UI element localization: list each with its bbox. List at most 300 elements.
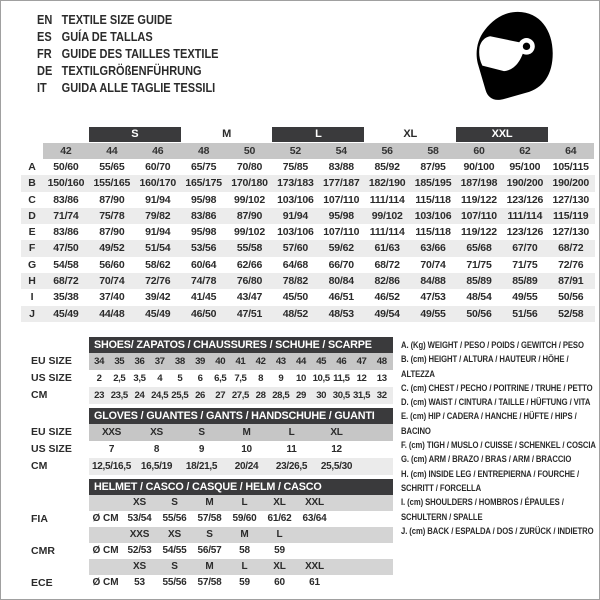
size-number: 52 bbox=[272, 143, 318, 159]
language-row bbox=[37, 63, 283, 80]
measurement-value: 68/72 bbox=[53, 275, 79, 288]
shoes-value: 41 bbox=[235, 356, 246, 367]
measurement-value: 123/126 bbox=[506, 226, 544, 239]
measurement-value: 60/64 bbox=[190, 258, 217, 271]
measurement-value: 190/200 bbox=[552, 177, 590, 190]
measurement-value: 187/198 bbox=[460, 177, 498, 190]
gloves-row bbox=[31, 441, 393, 458]
measurement-value: 111/114 bbox=[507, 209, 543, 222]
spacer bbox=[31, 479, 89, 495]
shoes-value: 2 bbox=[96, 373, 102, 384]
shoes-value: 46 bbox=[336, 356, 347, 367]
measurement-value: 43/47 bbox=[236, 291, 263, 304]
measurement-value: 165/175 bbox=[185, 177, 222, 190]
measurement-value: 123/126 bbox=[506, 193, 544, 206]
language-row bbox=[37, 29, 283, 46]
gloves-row-label: US SIZE bbox=[31, 443, 72, 455]
measurement-row bbox=[21, 175, 595, 191]
shoes-value: 23 bbox=[94, 390, 105, 401]
gloves-value: 7 bbox=[108, 444, 115, 455]
gloves-value: 8 bbox=[153, 444, 160, 455]
measurement-value: 66/70 bbox=[328, 258, 354, 271]
legend-item: J. (cm) BACK / ESPALDA / DOS / ZURÜCK / INDIETRO bbox=[401, 524, 594, 536]
language-row bbox=[37, 12, 283, 29]
helmet-sizes bbox=[89, 495, 393, 511]
size-number: 56 bbox=[364, 143, 410, 159]
helmet-size-label: L bbox=[241, 497, 248, 508]
helmet-size-label: L bbox=[276, 529, 283, 540]
shoes-value: 6,5 bbox=[214, 373, 227, 384]
size-number: 42 bbox=[43, 143, 89, 159]
spacer bbox=[31, 408, 89, 424]
shoes-value: 28 bbox=[255, 390, 266, 401]
helmet-size-label: S bbox=[206, 529, 213, 540]
measurement-value: 87/95 bbox=[420, 161, 446, 173]
measurement-value: 64/68 bbox=[282, 258, 309, 271]
measurement-value: 95/98 bbox=[190, 226, 217, 239]
helmet-value: 57/58 bbox=[197, 577, 222, 588]
measurement-letter: A bbox=[28, 161, 36, 173]
spacer bbox=[31, 337, 89, 353]
measurement-value: 70/80 bbox=[236, 161, 263, 173]
helmet-values bbox=[89, 543, 393, 559]
shoes-title-row bbox=[31, 337, 393, 353]
measurement-value: 95/100 bbox=[509, 161, 541, 173]
measurement-row bbox=[21, 159, 595, 175]
measurement-value: 85/89 bbox=[512, 275, 538, 288]
language-row bbox=[37, 46, 283, 63]
visor-pivot-dot bbox=[523, 43, 530, 50]
measurement-value: 74/78 bbox=[190, 275, 217, 288]
gloves-table bbox=[31, 408, 393, 475]
measurement-value: 91/94 bbox=[145, 193, 171, 206]
legend-item: H. (cm) INSIDE LEG / ENTREPIERNA / FOURCHE / SCHRITT / FORCELLA bbox=[401, 467, 580, 493]
gloves-value: 11 bbox=[286, 444, 297, 455]
language-code: ES bbox=[37, 30, 52, 44]
measurement-value: 48/54 bbox=[466, 291, 492, 304]
shoes-value: 24 bbox=[134, 390, 145, 401]
helmet-size-label: XL bbox=[273, 497, 286, 508]
measurement-letter: E bbox=[28, 226, 36, 239]
gloves-value: M bbox=[242, 427, 251, 438]
gloves-row-label: EU SIZE bbox=[31, 426, 72, 438]
helmet-sizes-row bbox=[31, 559, 393, 575]
measurement-value: 150/160 bbox=[47, 177, 85, 190]
size-number: 60 bbox=[456, 143, 502, 159]
spacer bbox=[89, 495, 122, 511]
spacer bbox=[548, 127, 595, 142]
measurement-value: 80/84 bbox=[328, 275, 354, 288]
measurement-value: 50/60 bbox=[53, 161, 79, 173]
measurement-letter: D bbox=[28, 209, 36, 222]
diameter-unit-label: Ø CM bbox=[92, 545, 119, 556]
measurement-value: 50/56 bbox=[558, 291, 584, 304]
helmet-standard-name: CMR bbox=[31, 545, 55, 557]
size-number: 58 bbox=[410, 143, 456, 159]
helmet-size-label: M bbox=[205, 497, 214, 508]
measurement-letter: J bbox=[29, 307, 35, 320]
shoes-value: 40 bbox=[215, 356, 226, 367]
helmet-standard-section bbox=[31, 495, 393, 527]
helmet-values bbox=[89, 511, 393, 527]
language-code: IT bbox=[37, 81, 47, 95]
guide-title: GUÍA DE TALLAS bbox=[61, 30, 153, 44]
shoes-value: 23,5 bbox=[110, 390, 128, 401]
helmet-standard-name: ECE bbox=[31, 577, 53, 589]
measurement-value: 177/187 bbox=[323, 177, 360, 190]
language-code: DE bbox=[37, 64, 53, 78]
shoes-value: 32 bbox=[376, 390, 387, 401]
helmet-value: 53 bbox=[134, 577, 145, 588]
language-title-list bbox=[37, 12, 283, 97]
measurement-value: 91/94 bbox=[145, 226, 171, 239]
shoes-value: 8 bbox=[258, 373, 264, 384]
shoes-row-label: US SIZE bbox=[31, 372, 72, 384]
measurement-value: 83/86 bbox=[190, 209, 217, 222]
gloves-value: 23/26,5 bbox=[275, 461, 308, 472]
helmet-size-label: M bbox=[240, 529, 249, 540]
measurement-value: 87/90 bbox=[99, 226, 125, 239]
helmet-size-label: XXS bbox=[129, 529, 150, 540]
measurement-value: 155/165 bbox=[93, 177, 131, 190]
shoes-value: 5 bbox=[177, 373, 183, 384]
helmet-size-label: XXL bbox=[305, 561, 324, 572]
size-group-label: L bbox=[272, 127, 364, 142]
size-group-label: S bbox=[89, 127, 181, 142]
guide-title: GUIDE DES TAILLES TEXTILE bbox=[61, 47, 219, 61]
gloves-value: 20/24 bbox=[234, 461, 259, 472]
legend-item: D. (cm) WAIST / CINTURA / TAILLE / HÜFTUNG / VITA bbox=[401, 396, 591, 408]
legend-item: I. (cm) SHOULDERS / HOMBROS / ÉPAULES / SCHULTERN / SPALLE bbox=[401, 496, 564, 522]
shoes-value: 24,5 bbox=[151, 390, 169, 401]
shoes-value: 10 bbox=[296, 373, 306, 384]
measurement-value: 75/85 bbox=[282, 161, 309, 173]
measurement-value: 49/52 bbox=[99, 242, 125, 255]
measurement-legend bbox=[401, 338, 598, 538]
measurement-value: 84/88 bbox=[420, 275, 446, 288]
measurement-value: 45/49 bbox=[145, 307, 171, 320]
helmet-size-label: L bbox=[241, 561, 248, 572]
measurement-value: 70/74 bbox=[420, 258, 446, 271]
shoes-value: 10,5 bbox=[312, 373, 330, 384]
helmet-value: 61 bbox=[309, 577, 320, 588]
shoes-value: 30,5 bbox=[332, 390, 350, 401]
measurement-value: 70/74 bbox=[99, 275, 125, 288]
textile-size-table bbox=[21, 127, 595, 322]
helmet-table bbox=[31, 479, 393, 591]
shoes-value: 45 bbox=[316, 356, 327, 367]
helmet-size-label: XXL bbox=[305, 497, 324, 508]
gloves-value: 9 bbox=[198, 444, 205, 455]
accessory-tables bbox=[31, 337, 393, 595]
measurement-value: 127/130 bbox=[552, 226, 590, 239]
measurement-value: 119/122 bbox=[460, 226, 497, 239]
gloves-value: 10 bbox=[241, 444, 252, 455]
shoes-value: 2,5 bbox=[113, 373, 126, 384]
measurement-rows bbox=[21, 159, 595, 322]
helmet-size-label: XL bbox=[273, 561, 286, 572]
size-number: 62 bbox=[502, 143, 548, 159]
shoes-table bbox=[31, 337, 393, 404]
measurement-value: 90/100 bbox=[463, 161, 495, 173]
shoes-value: 34 bbox=[94, 356, 105, 367]
shoes-value: 4 bbox=[157, 373, 163, 384]
measurement-value: 170/180 bbox=[231, 177, 268, 190]
measurement-value: 87/90 bbox=[236, 209, 263, 222]
measurement-value: 58/62 bbox=[145, 258, 171, 271]
gloves-value: 16,5/19 bbox=[140, 461, 173, 472]
diameter-unit-label: Ø CM bbox=[92, 577, 119, 588]
size-group-label: XL bbox=[403, 128, 417, 140]
measurement-value: 37/40 bbox=[99, 291, 125, 304]
shoes-values bbox=[89, 353, 393, 370]
gloves-value: XXS bbox=[101, 427, 122, 438]
legend-item: E. (cm) HIP / CADERA / HANCHE / HÜFTE / HIPS / BACINO bbox=[401, 410, 577, 436]
measurement-row bbox=[21, 240, 595, 256]
gloves-table-title: GLOVES / GUANTES / GANTS / HANDSCHUHE / GUANTI bbox=[89, 408, 393, 424]
measurement-row bbox=[21, 306, 595, 322]
measurement-letter: H bbox=[28, 275, 36, 288]
guide-title: GUIDA ALLE TAGLIE TESSILI bbox=[61, 81, 216, 95]
measurement-value: 54/58 bbox=[53, 258, 79, 271]
helmet-value: 55/56 bbox=[162, 577, 187, 588]
shoes-row bbox=[31, 353, 393, 370]
size-number: 50 bbox=[227, 143, 273, 159]
helmet-standard-section bbox=[31, 559, 393, 591]
measurement-value: 71/75 bbox=[512, 258, 538, 271]
measurement-value: 91/94 bbox=[282, 209, 309, 222]
gloves-row-label: CM bbox=[31, 460, 48, 472]
gloves-title-row bbox=[31, 408, 393, 424]
measurement-value: 87/91 bbox=[558, 275, 584, 288]
measurement-value: 127/130 bbox=[552, 193, 590, 206]
shoes-value: 44 bbox=[296, 356, 306, 367]
measurement-value: 82/86 bbox=[374, 275, 400, 288]
shoes-value: 26 bbox=[195, 390, 205, 401]
size-group-label: XXL bbox=[456, 127, 548, 142]
helmet-value: 56/57 bbox=[197, 545, 222, 556]
helmet-value: 61/62 bbox=[267, 513, 292, 524]
shoes-values bbox=[89, 387, 393, 404]
measurement-value: 53/56 bbox=[190, 242, 217, 255]
helmet-sizes-row bbox=[31, 495, 393, 511]
shoes-value: 28,5 bbox=[272, 390, 290, 401]
measurement-value: 115/118 bbox=[415, 193, 451, 206]
helmet-title-row bbox=[31, 479, 393, 495]
measurement-value: 103/106 bbox=[277, 226, 314, 239]
spacer bbox=[31, 559, 89, 575]
size-group-header bbox=[21, 127, 595, 142]
measurement-value: 45/50 bbox=[282, 291, 309, 304]
helmet-values-row bbox=[31, 511, 393, 527]
measurement-value: 87/90 bbox=[99, 193, 125, 206]
measurement-row bbox=[21, 192, 595, 208]
measurement-value: 68/72 bbox=[558, 242, 584, 255]
gloves-values bbox=[89, 441, 393, 458]
measurement-value: 173/183 bbox=[277, 177, 314, 190]
shoes-value: 31,5 bbox=[352, 390, 371, 401]
shoes-rows bbox=[31, 353, 393, 404]
measurement-value: 85/89 bbox=[466, 275, 492, 288]
measurement-value: 49/55 bbox=[420, 307, 446, 320]
helmet-value: 59 bbox=[274, 545, 285, 556]
measurement-value: 55/65 bbox=[99, 161, 125, 173]
measurement-value: 107/110 bbox=[460, 209, 497, 222]
legend-item: F. (cm) TIGH / MUSLO / CUISSE / SCHENKEL / COSCIA bbox=[401, 439, 596, 451]
measurement-value: 47/51 bbox=[236, 307, 263, 320]
measurement-value: 71/74 bbox=[53, 209, 79, 222]
measurement-letter: C bbox=[28, 193, 36, 206]
measurement-letter: I bbox=[30, 291, 34, 304]
gloves-row bbox=[31, 424, 393, 441]
helmet-values-row bbox=[31, 575, 393, 591]
spacer bbox=[31, 527, 89, 543]
helmet-value: 57/58 bbox=[197, 513, 222, 524]
helmet-size-label: XS bbox=[133, 497, 146, 508]
shoes-value: 3,5 bbox=[133, 373, 146, 384]
measurement-value: 103/106 bbox=[414, 209, 452, 222]
shoes-value: 6 bbox=[197, 373, 203, 384]
measurement-value: 51/54 bbox=[145, 242, 171, 255]
shoes-value: 27 bbox=[215, 390, 226, 401]
helmet-value: 54/55 bbox=[162, 545, 187, 556]
measurement-row bbox=[21, 257, 595, 273]
measurement-value: 160/170 bbox=[139, 177, 176, 190]
gloves-values bbox=[89, 458, 393, 475]
helmet-sections bbox=[31, 495, 393, 591]
measurement-value: 76/80 bbox=[236, 275, 263, 288]
shoes-value: 37 bbox=[154, 356, 165, 367]
shoes-value: 27,5 bbox=[231, 390, 249, 401]
measurement-value: 71/75 bbox=[466, 258, 492, 271]
shoes-value: 39 bbox=[195, 356, 205, 367]
measurement-value: 47/53 bbox=[420, 291, 446, 304]
measurement-value: 115/118 bbox=[415, 226, 451, 239]
language-code: FR bbox=[37, 47, 52, 61]
measurement-row bbox=[21, 208, 595, 224]
legend-item: C. (cm) CHEST / PECHO / POITRINE / TRUHE / PETTO bbox=[401, 381, 593, 393]
measurement-value: 49/55 bbox=[512, 291, 538, 304]
measurement-value: 55/58 bbox=[236, 242, 263, 255]
size-number: 48 bbox=[181, 143, 227, 159]
measurement-value: 72/76 bbox=[145, 275, 171, 288]
measurement-value: 78/82 bbox=[282, 275, 309, 288]
measurement-value: 75/78 bbox=[99, 209, 125, 222]
spacer bbox=[21, 143, 43, 159]
helmet-values-row bbox=[31, 543, 393, 559]
shoes-table-title: SHOES/ ZAPATOS / CHAUSSURES / SCHUHE / SCARPE bbox=[89, 337, 393, 353]
measurement-value: 99/102 bbox=[371, 209, 403, 222]
measurement-value: 62/66 bbox=[236, 258, 263, 271]
shoes-value: 43 bbox=[275, 356, 286, 367]
gloves-value: L bbox=[288, 427, 295, 438]
measurement-value: 51/56 bbox=[512, 307, 538, 320]
shoes-value: 47 bbox=[356, 356, 367, 367]
measurement-value: 95/98 bbox=[328, 209, 354, 222]
gloves-value: S bbox=[198, 427, 205, 438]
measurement-value: 182/190 bbox=[368, 177, 406, 190]
measurement-value: 67/70 bbox=[512, 242, 538, 255]
measurement-value: 46/51 bbox=[328, 291, 354, 304]
measurement-value: 48/53 bbox=[328, 307, 354, 320]
measurement-value: 39/42 bbox=[145, 291, 171, 304]
diameter-unit-label: Ø CM bbox=[92, 513, 119, 524]
guide-title: TEXTILE SIZE GUIDE bbox=[61, 13, 173, 27]
measurement-value: 61/63 bbox=[374, 242, 400, 255]
measurement-value: 41/45 bbox=[190, 291, 217, 304]
helmet-value: 60 bbox=[274, 577, 285, 588]
helmet-size-label: XS bbox=[168, 529, 181, 540]
measurement-value: 85/92 bbox=[374, 161, 400, 173]
gloves-row bbox=[31, 458, 393, 475]
measurement-value: 190/200 bbox=[506, 177, 544, 190]
helmet-sizes-row bbox=[31, 527, 393, 543]
size-number-header bbox=[21, 143, 595, 159]
measurement-value: 107/110 bbox=[323, 226, 360, 239]
measurement-value: 105/115 bbox=[552, 161, 589, 173]
measurement-value: 99/102 bbox=[234, 193, 265, 206]
measurement-row bbox=[21, 289, 595, 305]
shoes-value: 42 bbox=[255, 356, 266, 367]
measurement-value: 68/72 bbox=[374, 258, 400, 271]
measurement-value: 107/110 bbox=[323, 193, 360, 206]
shoes-row-label: EU SIZE bbox=[31, 355, 72, 367]
shoes-row-label: CM bbox=[31, 389, 48, 401]
measurement-value: 111/114 bbox=[369, 193, 405, 206]
measurement-value: 48/52 bbox=[282, 307, 309, 320]
shoes-row bbox=[31, 370, 393, 387]
language-code: EN bbox=[37, 13, 53, 27]
gloves-value: XL bbox=[330, 427, 343, 438]
spacer bbox=[31, 495, 89, 511]
measurement-letter: F bbox=[28, 242, 36, 255]
measurement-value: 83/86 bbox=[53, 226, 79, 239]
spacer bbox=[21, 127, 89, 142]
gloves-value: 12,5/16,5 bbox=[91, 461, 131, 472]
helmet-value: 53/54 bbox=[127, 513, 152, 524]
helmet-standard-section bbox=[31, 527, 393, 559]
helmet-size-label: M bbox=[205, 561, 214, 572]
shoes-value: 30 bbox=[316, 390, 327, 401]
helmet-value: 59 bbox=[239, 577, 250, 588]
measurement-value: 72/76 bbox=[558, 258, 584, 271]
measurement-value: 35/38 bbox=[53, 291, 79, 304]
measurement-value: 47/50 bbox=[53, 242, 79, 255]
legend-item: B. (cm) HEIGHT / ALTURA / HAUTEUR / HÖHE / ALTEZZA bbox=[401, 353, 569, 379]
measurement-row bbox=[21, 273, 595, 289]
measurement-letter: G bbox=[28, 258, 36, 271]
gloves-value: 12 bbox=[331, 444, 342, 455]
helmet-sizes bbox=[89, 527, 393, 543]
helmet-value: 63/64 bbox=[302, 513, 327, 524]
measurement-value: 56/60 bbox=[99, 258, 125, 271]
size-group-label: M bbox=[222, 128, 232, 140]
helmet-size-label: XS bbox=[133, 561, 146, 572]
measurement-value: 79/82 bbox=[145, 209, 171, 222]
helmet-size-label: S bbox=[171, 561, 178, 572]
shoes-value: 7,5 bbox=[234, 373, 247, 384]
measurement-value: 65/68 bbox=[466, 242, 492, 255]
measurement-value: 111/114 bbox=[369, 226, 405, 239]
shoes-value: 35 bbox=[114, 356, 125, 367]
measurement-value: 46/50 bbox=[190, 307, 217, 320]
measurement-value: 185/195 bbox=[414, 177, 452, 190]
spacer bbox=[89, 559, 122, 575]
helmet-icon bbox=[469, 7, 561, 105]
guide-title: TEXTILGRÖßENFÜHRUNG bbox=[61, 64, 202, 78]
legend-item: G. (cm) ARM / BRAZO / BRAS / ARM / BRACCIO bbox=[401, 453, 572, 465]
helmet-size-label: S bbox=[171, 497, 178, 508]
